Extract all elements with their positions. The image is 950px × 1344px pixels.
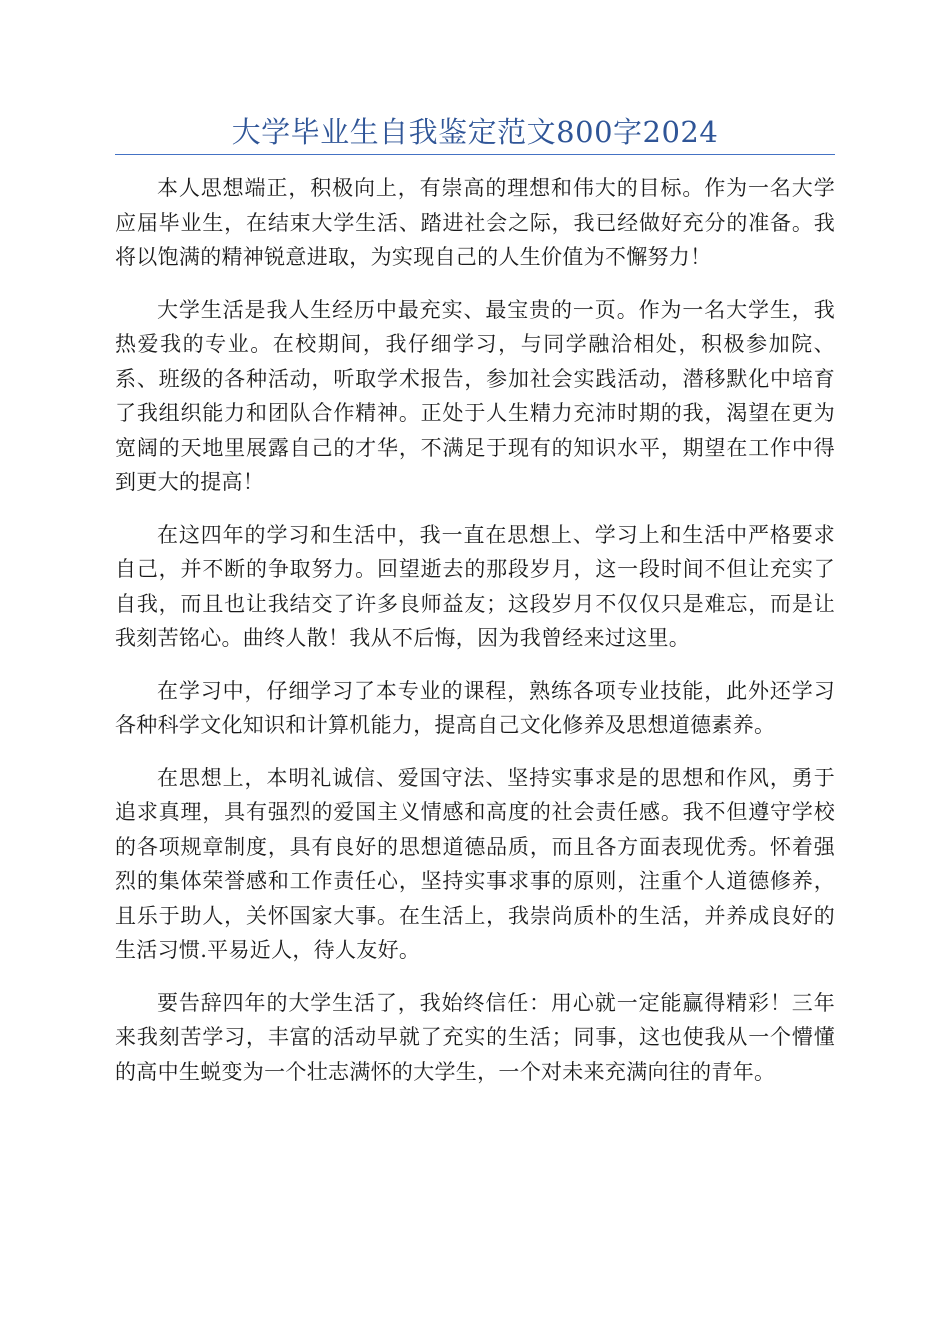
page-title: 大学毕业生自我鉴定范文800字2024 — [231, 115, 719, 149]
paragraph-1: 本人思想端正，积极向上，有崇高的理想和伟大的目标。作为一名大学应届毕业生，在结束大学生活、踏进社会之际，我已经做好充分的准备。我将以饱满的精神锐意进取，为实现自己的人生价值为不懈努力！ — [115, 176, 835, 269]
paragraph-4: 在学习中，仔细学习了本专业的课程，熟练各项专业技能，此外还学习各种科学文化知识和计算机能力，提高自己文化修养及思想道德素养。 — [115, 678, 835, 737]
paragraph-6: 要告辞四年的大学生活了，我始终信任：用心就一定能赢得精彩！三年来我刻苦学习，丰富的活动早就了充实的生活；同事，这也使我从一个懵懂的高中生蜕变为一个壮志满怀的大学生，一个对未来充满向往的青年。 — [115, 990, 835, 1084]
paragraph-2: 大学生活是我人生经历中最充实、最宝贵的一页。作为一名大学生，我热爱我的专业。在校期间，我仔细学习，与同学融洽相处，积极参加院、系、班级的各种活动，听取学术报告，参加社会实践活动，潜移默化中培育了我组织能力和团队合作精神。正处于人生精力充沛时期的我，渴望在更为宽阔的天地里展露自己的才华，不满足于现有的知识水平，期望在工作中得到更大的提高！ — [115, 297, 835, 494]
document-body — [115, 171, 835, 1107]
paragraph-3: 在这四年的学习和生活中，我一直在思想上、学习上和生活中严格要求自己，并不断的争取努力。回望逝去的那段岁月，这一段时间不但让充实了自我，而且也让我结交了许多良师益友；这段岁月不仅仅只是难忘，而是让我刻苦铭心。曲终人散！我从不后悔，因为我曾经来过这里。 — [115, 522, 835, 650]
paragraph-5: 在思想上，本明礼诚信、爱国守法、坚持实事求是的思想和作风，勇于追求真理，具有强烈的爱国主义情感和高度的社会责任感。我不但遵守学校的各项规章制度，具有良好的思想道德品质，而且各方面表现优秀。怀着强烈的集体荣誉感和工作责任心，坚持实事求事的原则，注重个人道德修养，且乐于助人，关怀国家大事。在生活上，我崇尚质朴的生活，并养成良好的生活习惯.平易近人，待人友好。 — [115, 765, 835, 962]
title-underline — [115, 154, 835, 155]
